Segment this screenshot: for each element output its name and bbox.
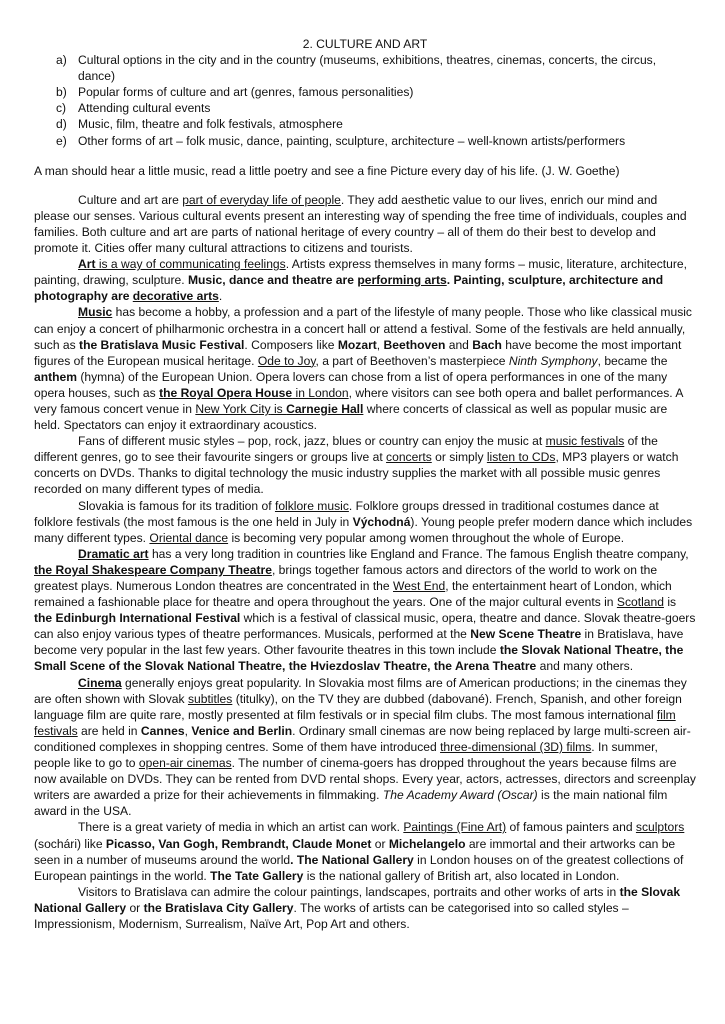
text-run: is [270,401,287,416]
text-run: are held in [77,723,141,738]
text-run: Slovakia is famous for its tradition of [78,498,275,513]
text-run: , the entertainment heart of London, which remained a fashionable place for theatre and opera throughout the years. One of the major cultural events in [34,579,672,610]
text-run: of the different genres, go to see their favourite singers or groups live at [34,434,658,465]
list-item-text: Cultural options in the city and in the country (museums, exhibitions, theatres, cinemas, concerts, the circus, dance) [78,53,657,84]
text-run: Cannes [140,723,185,738]
text-run: part of everyday life of people [182,192,341,207]
list-item-text: Music, film, theatre and folk festivals, atmosphere [78,117,343,132]
text-run: . In summer, people like to go to [34,739,658,771]
text-run: are immortal and their artworks can be seen in a number of museums around the world [34,836,676,867]
text-run: Fans of different music styles – pop, rock, jazz, blues or country can enjoy the music at [78,434,546,449]
text-run: performing arts [357,273,447,288]
text-run: is the national gallery of British art, also located in London. [303,868,620,883]
topic-list [34,52,696,149]
text-run: generally enjoys great popularity. In Slovakia most films are of American productions; in the cinemas they are often shown with Slovak [34,675,687,706]
paragraph [34,192,696,256]
text-run: music festivals [545,434,625,449]
text-run: Picasso, Van Gogh, Rembrandt, Claude Monet [105,836,372,851]
list-marker: a) [56,53,67,68]
text-run: which is a festival of classical music, opera, theatre and dance. Slovak theatre-goers can also enjoy various types of theatre performances. Musicals, performed at the [34,611,696,642]
text-run: , [184,723,192,738]
text-run: Paintings (Fine Art) [403,820,507,835]
text-run: Dramatic art [78,546,149,561]
list-item [34,133,696,149]
text-run: and many others. [536,659,634,674]
goethe-quote: A man should hear a little music, read a little poetry and see a fine Picture every day of his life. (J. W. Goethe) [34,163,620,178]
text-run: is [663,595,677,610]
text-run: Ninth Symphony [508,353,598,368]
text-run: New York City [195,401,271,416]
text-run: or simply [431,450,487,465]
text-run: open-air cinemas [138,756,232,771]
text-run: is the main national film award in the USA. [34,788,668,819]
paragraph [34,884,696,932]
paragraph [34,304,696,433]
list-item [34,52,696,84]
text-run: the Bratislava Music Festival [79,337,245,352]
text-run: . They add aesthetic value to our lives, enrich our mind and please our senses. Various cultural events present an interesting way of spending the free time of individuals, couples and families. Both culture and art are parts of national heritage of every country – all of them do their best to develop and promote it. Cities offer many cultural attractions to citizens and tourists. [34,192,687,256]
text-run: Michelangelo [388,836,466,851]
text-run: . The number of cinema-goers has dropped throughout the years because films are now available on DVDs. They can be rented from DVD rental shops. Every year, actors, actresses, directors and screenplay writers are awarded a prize for their achievements in filmmaking. [34,756,696,803]
text-run: and [445,337,473,352]
text-run: (sochári) like [34,836,106,851]
text-run: sculptors [635,820,685,835]
document-page [34,36,696,932]
text-run: The Academy Award (Oscar) [382,788,538,803]
text-run: film festivals [34,707,676,738]
text-run: concerts [386,450,432,465]
list-marker: b) [56,85,67,100]
list-item-text: Popular forms of culture and art (genres, famous personalities) [78,85,414,100]
list-item-text: Other forms of art – folk music, dance, painting, sculpture, architecture – well-known artists/performers [78,133,626,148]
text-run: or [371,836,389,851]
text-run: in Bratislava, have become very popular in the last few years. Other favourite theatres in this town include [34,627,684,658]
list-marker: c) [56,101,67,116]
text-run: in London houses on of the greatest collections of European paintings in the world. [34,852,684,883]
text-run: New Scene Theatre [470,627,582,642]
paragraph [34,819,696,883]
paragraph [34,256,696,304]
text-run: (titulky), on the TV they are dubbed (dabované). French, Spanish, and other foreign language film are quite rare, mostly presented at film festivals or in special film clubs. The most famous international [34,691,682,722]
list-marker: d) [56,117,67,132]
text-run: , where visitors can see both opera and ballet performances. A very famous concert venue in [34,385,683,416]
text-run: Art [78,257,96,272]
text-run: Ode to Joy [257,353,316,368]
list-item-text: Attending cultural events [78,101,211,116]
text-run: West End [393,579,446,593]
text-run: . Ordinary small cinemas are now being replaced by large multi-screen air-conditioned complexes in shopping centres. Some of them have introduced [34,723,691,754]
text-run: Cinema [78,675,122,690]
text-run: the Bratislava City Gallery [143,900,294,915]
text-run: Východná [352,514,411,529]
text-run: Music, dance and theatre are [187,273,358,288]
text-run: Music [78,305,113,320]
text-run: subtitles [187,691,233,706]
text-run: Oriental dance [149,530,229,545]
paragraph [34,433,696,497]
text-run: ). Young people prefer modern dance which includes many different types. [34,514,693,545]
text-run: has become a hobby, a profession and a part of the lifestyle of many people. Those who like classical music can enjoy a concert of philharmonic orchestra in a concert hall or attend a festival. Some of the festivals are held annually, such as [34,305,692,352]
text-run: has a very long tradition in countries like England and France. The famous English theatre company, [148,546,689,561]
text-run: is becoming very popular among women throughout the whole of Europe. [228,530,625,545]
text-run: Venice and Berlin [191,723,293,738]
text-run: Visitors to Bratislava can admire the colour paintings, landscapes, portraits and other works of arts in [78,884,620,899]
text-run: . Artists express themselves in many forms – music, literature, architecture, painting, drawing, sculpture. [34,257,687,288]
text-run: of famous painters and [506,820,636,835]
list-marker: e) [56,133,67,148]
text-run: the Slovak National Theatre, the Small Scene of the Slovak National Theatre, the Hviezdoslav Theatre, the Arena Theatre [34,643,684,674]
text-run: Beethoven [383,337,446,352]
text-run: , brings together famous actors and directors of the world to work on the greatest plays. Numerous London theatres are concentrated in the [34,562,658,593]
text-run: , [376,337,384,352]
text-run: decorative arts [132,289,219,304]
text-run: , a part of Beethoven’s masterpiece [315,353,509,368]
text-run: the Royal Opera House [159,385,293,400]
text-run: Scotland [616,595,664,610]
text-run: , became the [597,353,668,368]
text-run: where concerts of classical as well as popular music are held. Spectators can enjoy it extraordinary acoustics. [34,401,668,433]
paragraph [34,675,696,820]
text-run: . [446,273,454,288]
text-run: . The National Gallery [290,852,414,867]
text-run: or [126,900,144,915]
text-run: Painting, sculpture, architecture and photography are [34,273,664,304]
text-run: The Tate Gallery [210,868,304,883]
text-run: Mozart [337,337,377,352]
text-run: folklore music [274,498,349,513]
paragraph [34,498,696,546]
text-run: the Slovak National Gallery [34,884,681,915]
text-run: three-dimensional (3D) films [440,739,592,754]
text-run: is a way of communicating feelings [95,257,286,272]
text-run: listen to CDs [486,450,556,465]
text-run: Culture and art are [78,192,183,207]
text-run: . Composers like [244,337,338,352]
text-run: , MP3 players or watch concerts on DVDs. Thanks to digital technology the music industry supplies the market with all possible music genres recorded on many different types of media. [34,450,679,497]
list-item [34,116,696,132]
text-run: have become the most important figures of the European musical heritage. [34,337,682,368]
text-run: the Royal Shakespeare Company Theatre [34,562,272,577]
text-run: Carnegie Hall [286,401,364,416]
text-run: (hymna) of the European Union. Opera lovers can chose from a list of opera performances in one of the many opera houses, such as [34,369,668,400]
page-title: 2. CULTURE AND ART [302,37,428,51]
text-run: the Edinburgh International Festival [34,611,241,626]
text-run: There is a great variety of media in which an artist can work. [78,820,404,835]
text-run: anthem [34,369,78,384]
text-run: in London [292,385,349,400]
list-item [34,84,696,100]
text-run: . Folklore groups dressed in traditional costumes dance at folklore festivals (the most famous is the one held in July in [34,498,659,529]
body-text [34,192,696,932]
list-item [34,100,696,116]
paragraph [34,546,696,675]
text-run: . [218,289,223,304]
text-run: . The works of artists can be categorised into so called styles – Impressionism, Modernism, Surrealism, Naïve Art, Pop Art and others. [34,900,629,931]
text-run: Bach [472,337,502,352]
